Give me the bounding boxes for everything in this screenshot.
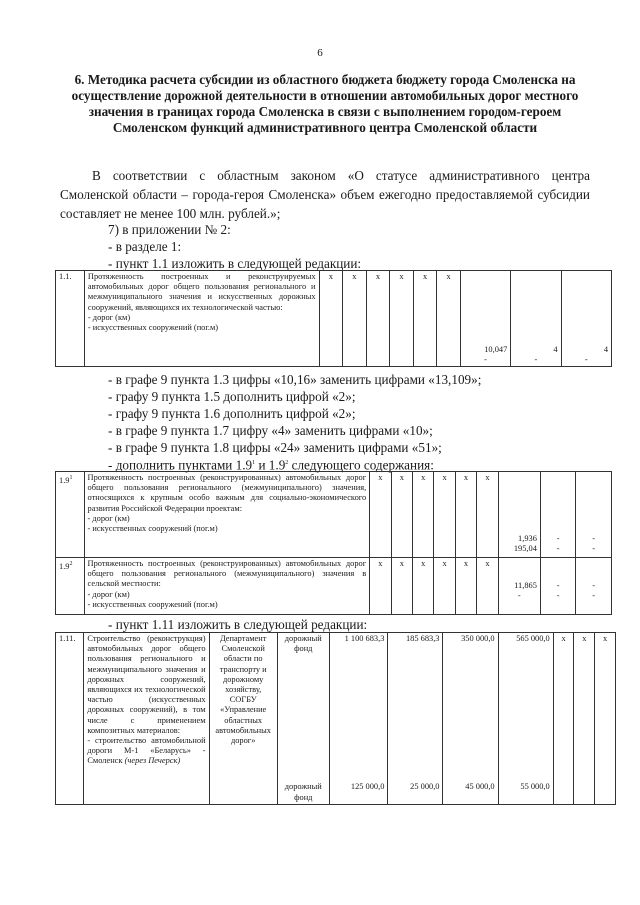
value: 350 000,0	[461, 634, 495, 643]
sub-label: - искусственных сооружений (пог.м)	[87, 599, 218, 609]
amendment-text: - дополнить пунктами 1.9	[108, 457, 253, 473]
row-number: $1.9^2$	[56, 558, 85, 615]
x-mark: x	[434, 472, 455, 558]
value: 11,865	[514, 581, 537, 590]
dash: -	[584, 355, 588, 365]
value: 1 100 683,3	[344, 634, 385, 643]
fund-cell	[277, 633, 329, 805]
x-mark: x	[477, 472, 498, 558]
x-mark: x	[553, 633, 574, 805]
dash: -	[484, 355, 487, 365]
description-text: Строительство (реконструкция) автомобильных дорог общего пользования регионального и межмуниципального значения и дорожных сооружений, являющихся их технологической частью (искусственных дорожных сооружений), в том числе с применением композитных материалов:	[87, 634, 206, 735]
description-text: Протяженность построенных (реконструированных) автомобильных дорог общего пользования регионального (межмуниципального) значения в сельской местности:	[87, 559, 367, 589]
value-cell	[561, 271, 611, 367]
x-mark: x	[319, 271, 343, 367]
value-cell	[498, 472, 540, 558]
x-mark: x	[343, 271, 367, 367]
table-item-1-1	[55, 270, 612, 367]
amendment-line: - пункт 1.11 изложить в следующей редакции:	[108, 617, 368, 632]
x-mark: x	[455, 472, 476, 558]
sub-label: - дорог (км)	[87, 312, 131, 322]
x-mark: x	[434, 558, 455, 615]
row-description	[84, 633, 209, 805]
value-cell	[511, 271, 561, 367]
value-cell	[498, 633, 553, 805]
x-mark: x	[477, 558, 498, 615]
value: 125 000,0	[350, 782, 385, 792]
intro-paragraph: В соответствии с областным законом «О статусе административного центра Смоленской области – города-героя Смоленска» объем ежегодно предоставляемой субсидии составляет не менее 100 млн. рублей.»;	[60, 168, 590, 221]
value: 25 000,0	[410, 782, 440, 792]
x-mark: x	[413, 271, 437, 367]
x-mark: x	[437, 271, 461, 367]
value: 565 000,0	[516, 634, 550, 643]
superscript: 1	[252, 460, 256, 466]
value-cell	[329, 633, 388, 805]
amendment-text: и 1.9	[255, 457, 286, 473]
x-mark: x	[412, 558, 433, 615]
sub-label: - дорог (км)	[87, 513, 130, 523]
table-item-1-11	[55, 632, 616, 805]
value: 55 000,0	[520, 782, 550, 792]
section-heading: 6. Методика расчета субсидии из областного бюджета бюджету города Смоленска на осуществление дорожной деятельности в отношении автомобильных дорог местного значения в границах города Смоленска в связи с выполнением городом-героем Смоленском функций административного центра Смоленской области	[71, 72, 579, 135]
x-mark: x	[574, 633, 595, 805]
row-description	[84, 558, 370, 615]
amendment-line: - графу 9 пункта 1.6 дополнить цифрой «2»;	[108, 406, 356, 421]
description-text: Протяженность построенных и реконструируемых автомобильных дорог общего пользования регионального и межмуниципального значения и искусственных дорожных сооружений, являющихся их технологической частью:	[87, 272, 316, 312]
superscript: 2	[285, 460, 289, 466]
description-text: Протяженность построенных (реконструированных) автомобильных дорог общего пользования регионального (межмуниципального) значения, относящихся к крупным особо важным для социально-экономического развития Российской Федерации проектам:	[87, 473, 367, 513]
dash: -	[517, 591, 521, 601]
value: 195,04	[513, 544, 537, 554]
value-cell	[540, 472, 576, 558]
x-mark: x	[391, 472, 412, 558]
value-cell	[388, 633, 443, 805]
value: 45 000,0	[465, 782, 495, 792]
dash: -	[592, 581, 596, 590]
fund: дорожный фонд	[284, 782, 322, 802]
row-description	[84, 472, 370, 558]
value: 185 683,3	[405, 634, 440, 643]
amendment-line: - графу 9 пункта 1.5 дополнить цифрой «2»;	[108, 389, 356, 404]
amendment-line: 7) в приложении № 2:	[108, 222, 231, 237]
amendment-line: - пункт 1.1 изложить в следующей редакции:	[108, 256, 362, 271]
sub-label: - искусственных сооружений (пог.м)	[87, 323, 219, 333]
sub-label: - дорог (км)	[87, 589, 130, 599]
dash: -	[592, 591, 596, 601]
x-mark: x	[391, 558, 412, 615]
amendment-line: - в графе 9 пункта 1.7 цифру «4» заменить цифрами «10»;	[108, 423, 433, 438]
value-cell	[540, 558, 576, 615]
page-number: 6	[317, 47, 323, 59]
value-cell	[576, 472, 612, 558]
fund: дорожный фонд	[284, 634, 322, 654]
x-mark: x	[366, 271, 390, 367]
amendment-line: - в графе 9 пункта 1.8 цифры «24» заменить цифрами «51»;	[108, 440, 442, 455]
row-description	[84, 271, 319, 367]
table-items-1-9	[55, 471, 612, 615]
sub-label: - искусственных сооружений (пог.м)	[87, 524, 218, 534]
table-row	[56, 558, 612, 615]
value-cell	[576, 558, 612, 615]
row-number: 1.1.	[56, 271, 85, 367]
row-number: $1.9^1$	[56, 472, 85, 558]
x-mark: x	[595, 633, 616, 805]
x-mark: x	[455, 558, 476, 615]
dash: -	[556, 591, 560, 601]
dash: -	[592, 534, 596, 543]
value-cell	[443, 633, 498, 805]
value-cell	[498, 558, 540, 615]
amendment-line: - в разделе 1:	[108, 239, 182, 254]
dash: -	[556, 581, 560, 590]
table-row	[56, 271, 612, 367]
amendment-line: - в графе 9 пункта 1.3 цифры «10,16» заменить цифрами «13,109»;	[108, 372, 482, 387]
dash: -	[592, 544, 596, 554]
x-mark: x	[390, 271, 414, 367]
sub-item: - строительство автомобильной дороги М-1 «Беларусь» - Смоленск (через Печерск)	[87, 736, 206, 766]
value: 10,047	[484, 345, 508, 354]
amendment-text: следующего содержания:	[288, 457, 434, 473]
dash: -	[556, 544, 560, 554]
value: 1,936	[518, 534, 537, 543]
value: 4	[553, 345, 558, 354]
value-cell	[460, 271, 510, 367]
row-number: 1.11.	[56, 633, 84, 805]
executor-cell: Департамент Смоленской области по транспорту и дорожному хозяйству, СОГБУ «Управление областных автомобильных дорог»	[209, 633, 277, 805]
table-row	[56, 472, 612, 558]
dash: -	[556, 534, 560, 543]
dash: -	[534, 355, 538, 365]
table-row	[56, 633, 616, 805]
x-mark: x	[370, 472, 391, 558]
x-mark: x	[370, 558, 391, 615]
value: 4	[603, 345, 608, 354]
x-mark: x	[412, 472, 433, 558]
